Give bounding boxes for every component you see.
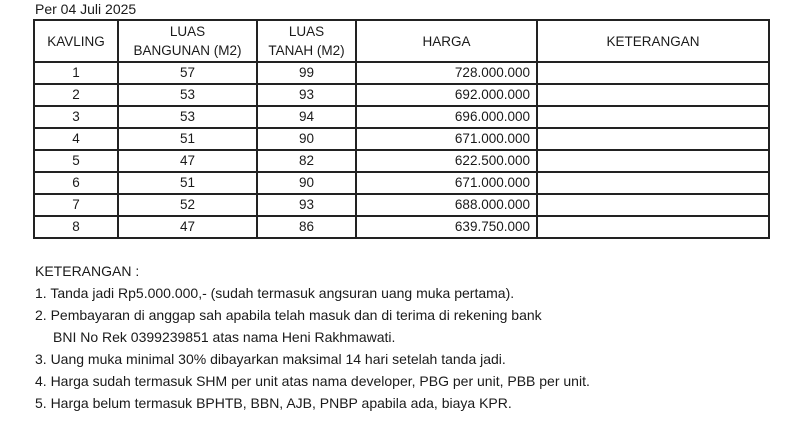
price-table [33, 19, 770, 239]
cell-luas-bangunan: 51 [118, 128, 257, 150]
cell-keterangan [537, 84, 769, 106]
cell-luas-bangunan: 57 [118, 62, 257, 84]
cell-luas-tanah: 99 [257, 62, 356, 84]
cell-kavling: 8 [34, 216, 118, 238]
header-luas-bangunan [118, 20, 257, 62]
cell-luas-tanah: 93 [257, 194, 356, 216]
cell-luas-tanah: 94 [257, 106, 356, 128]
cell-harga: 692.000.000 [356, 84, 537, 106]
cell-harga: 688.000.000 [356, 194, 537, 216]
cell-kavling: 1 [34, 62, 118, 84]
cell-harga: 639.750.000 [356, 216, 537, 238]
table-header-row [34, 20, 769, 62]
cell-harga: 696.000.000 [356, 106, 537, 128]
header-luas-tanah-line1: LUAS [288, 24, 325, 39]
header-luas-bangunan-line1: LUAS [169, 24, 206, 39]
cell-luas-bangunan: 52 [118, 194, 257, 216]
cell-keterangan [537, 194, 769, 216]
cell-luas-tanah: 90 [257, 128, 356, 150]
cell-keterangan [537, 62, 769, 84]
cell-kavling: 6 [34, 172, 118, 194]
cell-kavling: 2 [34, 84, 118, 106]
cell-harga: 671.000.000 [356, 128, 537, 150]
table-row [34, 194, 769, 216]
date-label: Per 04 Juli 2025 [35, 1, 137, 17]
cell-harga: 671.000.000 [356, 172, 537, 194]
cell-luas-tanah: 86 [257, 216, 356, 238]
table-row [34, 172, 769, 194]
cell-luas-tanah: 90 [257, 172, 356, 194]
header-luas-bangunan-line2: BANGUNAN (M2) [133, 43, 242, 58]
header-keterangan: KETERANGAN [537, 20, 769, 62]
cell-harga: 622.500.000 [356, 150, 537, 172]
note-item-5: 5. Harga belum termasuk BPHTB, BBN, AJB, PNBP apabila ada, biaya KPR. [35, 395, 512, 411]
header-kavling: KAVLING [34, 20, 118, 62]
note-item-3: 3. Uang muka minimal 30% dibayarkan maksimal 14 hari setelah tanda jadi. [35, 351, 506, 367]
notes-title: KETERANGAN : [35, 263, 140, 279]
table-row [34, 150, 769, 172]
cell-keterangan [537, 128, 769, 150]
header-luas-tanah [257, 20, 356, 62]
table-row [34, 216, 769, 238]
cell-kavling: 5 [34, 150, 118, 172]
cell-keterangan [537, 150, 769, 172]
cell-keterangan [537, 216, 769, 238]
cell-luas-tanah: 93 [257, 84, 356, 106]
notes-section [35, 260, 590, 414]
table-row [34, 128, 769, 150]
cell-luas-bangunan: 53 [118, 106, 257, 128]
cell-harga: 728.000.000 [356, 62, 537, 84]
cell-keterangan [537, 106, 769, 128]
cell-keterangan [537, 172, 769, 194]
note-item-1: 1. Tanda jadi Rp5.000.000,- (sudah termasuk angsuran uang muka pertama). [35, 285, 515, 301]
note-item-2-continued: BNI No Rek 0399239851 atas nama Heni Rakhmawati. [53, 329, 396, 345]
table-row [34, 84, 769, 106]
cell-luas-bangunan: 47 [118, 150, 257, 172]
cell-luas-bangunan: 47 [118, 216, 257, 238]
header-harga: HARGA [356, 20, 537, 62]
cell-luas-bangunan: 53 [118, 84, 257, 106]
cell-luas-bangunan: 51 [118, 172, 257, 194]
cell-kavling: 4 [34, 128, 118, 150]
cell-kavling: 3 [34, 106, 118, 128]
cell-luas-tanah: 82 [257, 150, 356, 172]
table-row [34, 106, 769, 128]
table-row [34, 62, 769, 84]
header-luas-tanah-line2: TANAH (M2) [268, 43, 345, 58]
cell-kavling: 7 [34, 194, 118, 216]
note-item-2: 2. Pembayaran di anggap sah apabila telah masuk dan di terima di rekening bank [35, 307, 542, 323]
note-item-4: 4. Harga sudah termasuk SHM per unit atas nama developer, PBG per unit, PBB per unit. [35, 373, 590, 389]
